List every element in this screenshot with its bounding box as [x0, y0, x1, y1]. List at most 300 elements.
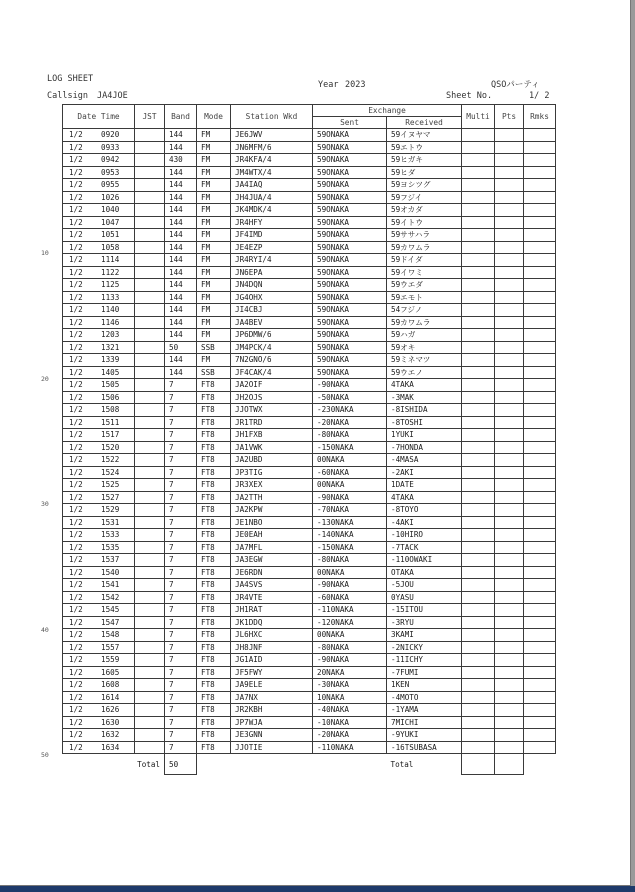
table-row [63, 616, 556, 629]
table-row [63, 579, 556, 592]
cell-band: 7 [165, 541, 197, 554]
cell-jst [135, 566, 165, 579]
cell-pts [495, 429, 524, 442]
table-row [63, 391, 556, 404]
row-date: 1/2 [69, 255, 83, 265]
cell-jst [135, 541, 165, 554]
cell-pts [495, 354, 524, 367]
cell-band: 144 [165, 366, 197, 379]
cell-pts [495, 691, 524, 704]
table-row [63, 466, 556, 479]
cell-multi [462, 566, 495, 579]
total-label: Total [137, 759, 160, 769]
cell-jst [135, 254, 165, 267]
cell-station: JJOTWX [231, 404, 313, 417]
cell-rmks [524, 241, 556, 254]
cell-sent: -230NAKA [313, 404, 387, 417]
cell-rmks [524, 716, 556, 729]
row-time: 1026 [101, 192, 120, 202]
table-row [63, 304, 556, 317]
cell-mode: FM [197, 279, 231, 292]
cell-jst [135, 591, 165, 604]
cell-band: 7 [165, 629, 197, 642]
cell-station: JH8JNF [231, 641, 313, 654]
cell-jst [135, 291, 165, 304]
cell-date-time [63, 691, 135, 704]
cell-multi [462, 154, 495, 167]
callsign-label: Callsign [47, 91, 88, 101]
cell-band: 144 [165, 166, 197, 179]
row-time: 1040 [101, 205, 120, 215]
cell-station: JR2KBH [231, 704, 313, 717]
cell-mode: FT8 [197, 591, 231, 604]
cell-sent: 00NAKA [313, 566, 387, 579]
cell-mode: FT8 [197, 541, 231, 554]
cell-multi [462, 316, 495, 329]
cell-band: 7 [165, 554, 197, 567]
cell-station: JR4KFA/4 [231, 154, 313, 167]
cell-mode: FM [197, 291, 231, 304]
cell-jst [135, 504, 165, 517]
cell-date-time [63, 191, 135, 204]
table-row [63, 416, 556, 429]
cell-mode: FM [197, 266, 231, 279]
row-date: 1/2 [69, 342, 83, 352]
cell-station: JH4JUA/4 [231, 191, 313, 204]
row-time: 1608 [101, 680, 120, 690]
sheet-no-value: 1/ 2 [529, 91, 550, 101]
year-label: Year [318, 80, 339, 90]
row-time: 1525 [101, 480, 120, 490]
cell-rmks [524, 404, 556, 417]
cell-rmks [524, 629, 556, 642]
cell-station: JP7WJA [231, 716, 313, 729]
cell-station: JA2TTH [231, 491, 313, 504]
table-row [63, 604, 556, 617]
table-row [63, 279, 556, 292]
row-date: 1/2 [69, 155, 83, 165]
cell-received: OTAKA [387, 566, 462, 579]
cell-band: 7 [165, 516, 197, 529]
cell-jst [135, 379, 165, 392]
cell-station: JR4HFY [231, 216, 313, 229]
cell-jst [135, 716, 165, 729]
cell-pts [495, 541, 524, 554]
cell-rmks [524, 129, 556, 142]
row-date: 1/2 [69, 480, 83, 490]
cell-jst [135, 354, 165, 367]
cell-station: JA9ELE [231, 679, 313, 692]
row-date: 1/2 [69, 655, 83, 665]
cell-mode: FT8 [197, 679, 231, 692]
cell-jst [135, 479, 165, 492]
cell-jst [135, 654, 165, 667]
cell-mode: FT8 [197, 466, 231, 479]
col-multi: Multi [462, 105, 495, 129]
cell-date-time [63, 391, 135, 404]
col-pts: Pts [495, 105, 524, 129]
cell-mode: FM [197, 129, 231, 142]
cell-mode: FT8 [197, 729, 231, 742]
cell-rmks [524, 554, 556, 567]
cell-rmks [524, 704, 556, 717]
cell-pts [495, 216, 524, 229]
row-time: 1559 [101, 655, 120, 665]
cell-received: -7HONDA [387, 441, 462, 454]
table-row [63, 429, 556, 442]
cell-band: 7 [165, 404, 197, 417]
row-time: 1114 [101, 255, 120, 265]
cell-date-time [63, 354, 135, 367]
row-time: 1537 [101, 555, 120, 565]
row-time: 1548 [101, 630, 120, 640]
cell-pts [495, 529, 524, 542]
cell-received: -15ITOU [387, 604, 462, 617]
cell-jst [135, 516, 165, 529]
cell-jst [135, 279, 165, 292]
cell-rmks [524, 504, 556, 517]
cell-sent: -40NAKA [313, 704, 387, 717]
cell-mode: FM [197, 166, 231, 179]
cell-station: JA4SVS [231, 579, 313, 592]
cell-date-time [63, 516, 135, 529]
cell-multi [462, 291, 495, 304]
cell-sent: 59ONAKA [313, 291, 387, 304]
cell-mode: FT8 [197, 454, 231, 467]
cell-pts [495, 504, 524, 517]
row-date: 1/2 [69, 392, 83, 402]
cell-pts [495, 341, 524, 354]
cell-jst [135, 204, 165, 217]
cell-date-time [63, 304, 135, 317]
cell-date-time [63, 429, 135, 442]
cell-sent: 59ONAKA [313, 316, 387, 329]
cell-pts [495, 616, 524, 629]
cell-rmks [524, 691, 556, 704]
cell-received: 59エモト [387, 291, 462, 304]
cell-sent: 59ONAKA [313, 154, 387, 167]
cell-mode: FT8 [197, 629, 231, 642]
cell-date-time [63, 129, 135, 142]
cell-band: 144 [165, 229, 197, 242]
cell-band: 144 [165, 141, 197, 154]
cell-mode: FT8 [197, 691, 231, 704]
row-date: 1/2 [69, 455, 83, 465]
cell-band: 144 [165, 316, 197, 329]
table-row [63, 254, 556, 267]
cell-multi [462, 391, 495, 404]
cell-band: 144 [165, 216, 197, 229]
cell-rmks [524, 491, 556, 504]
cell-received: -2AKI [387, 466, 462, 479]
row-marker: 40 [41, 626, 49, 634]
row-date: 1/2 [69, 580, 83, 590]
cell-date-time [63, 329, 135, 342]
row-time: 1527 [101, 492, 120, 502]
cell-multi [462, 504, 495, 517]
cell-multi [462, 254, 495, 267]
table-row [63, 704, 556, 717]
cell-rmks [524, 466, 556, 479]
cell-pts [495, 454, 524, 467]
table-row [63, 491, 556, 504]
cell-band: 144 [165, 179, 197, 192]
cell-sent: 59ONAKA [313, 179, 387, 192]
cell-multi [462, 666, 495, 679]
row-time: 0942 [101, 155, 120, 165]
col-date-time: Date Time [63, 105, 135, 129]
cell-station: JN4DQN [231, 279, 313, 292]
row-time: 1520 [101, 442, 120, 452]
row-time: 1505 [101, 380, 120, 390]
cell-multi [462, 716, 495, 729]
cell-sent: -90NAKA [313, 379, 387, 392]
cell-mode: FM [197, 179, 231, 192]
row-date: 1/2 [69, 355, 83, 365]
cell-jst [135, 704, 165, 717]
cell-rmks [524, 741, 556, 754]
cell-multi [462, 429, 495, 442]
cell-multi [462, 129, 495, 142]
cell-multi [462, 404, 495, 417]
table-row [63, 379, 556, 392]
cell-pts [495, 191, 524, 204]
cell-pts [495, 516, 524, 529]
cell-band: 7 [165, 429, 197, 442]
cell-pts [495, 266, 524, 279]
cell-sent: 59ONAKA [313, 129, 387, 142]
row-time: 1545 [101, 605, 120, 615]
cell-received: -1YAMA [387, 704, 462, 717]
cell-pts [495, 366, 524, 379]
cell-mode: FM [197, 316, 231, 329]
cell-band: 7 [165, 416, 197, 429]
cell-band: 144 [165, 354, 197, 367]
cell-rmks [524, 291, 556, 304]
row-date: 1/2 [69, 142, 83, 152]
cell-multi [462, 141, 495, 154]
cell-mode: FT8 [197, 654, 231, 667]
table-row [63, 141, 556, 154]
row-date: 1/2 [69, 192, 83, 202]
cell-pts [495, 641, 524, 654]
cell-band: 50 [165, 341, 197, 354]
row-marker: 20 [41, 375, 49, 383]
row-time: 1605 [101, 667, 120, 677]
cell-multi [462, 491, 495, 504]
cell-station: JE4EZP [231, 241, 313, 254]
cell-jst [135, 529, 165, 542]
table-row [63, 191, 556, 204]
cell-band: 7 [165, 704, 197, 717]
cell-mode: FT8 [197, 604, 231, 617]
cell-received: 59イヌヤマ [387, 129, 462, 142]
cell-date-time [63, 254, 135, 267]
row-time: 1614 [101, 692, 120, 702]
row-date: 1/2 [69, 330, 83, 340]
cell-received: 1KEN [387, 679, 462, 692]
cell-date-time [63, 679, 135, 692]
cell-mode: FM [197, 254, 231, 267]
row-date: 1/2 [69, 605, 83, 615]
row-date: 1/2 [69, 530, 83, 540]
cell-multi [462, 279, 495, 292]
cell-mode: FT8 [197, 479, 231, 492]
cell-sent: 59ONAKA [313, 241, 387, 254]
cell-multi [462, 529, 495, 542]
cell-band: 144 [165, 266, 197, 279]
cell-jst [135, 741, 165, 754]
cell-jst [135, 629, 165, 642]
cell-pts [495, 316, 524, 329]
cell-rmks [524, 341, 556, 354]
cell-station: JM4PCK/4 [231, 341, 313, 354]
cell-station: JH1FXB [231, 429, 313, 442]
cell-band: 7 [165, 504, 197, 517]
cell-band: 7 [165, 604, 197, 617]
cell-band: 144 [165, 279, 197, 292]
cell-station: JR3XEX [231, 479, 313, 492]
cell-multi [462, 654, 495, 667]
row-date: 1/2 [69, 630, 83, 640]
cell-rmks [524, 391, 556, 404]
cell-date-time [63, 654, 135, 667]
cell-received: -2NICKY [387, 641, 462, 654]
cell-date-time [63, 154, 135, 167]
cell-sent: 20NAKA [313, 666, 387, 679]
row-date: 1/2 [69, 705, 83, 715]
cell-date-time [63, 241, 135, 254]
cell-received: -3MAK [387, 391, 462, 404]
cell-station: JG4OHX [231, 291, 313, 304]
table-row [63, 691, 556, 704]
row-time: 1506 [101, 392, 120, 402]
row-date: 1/2 [69, 405, 83, 415]
table-row [63, 216, 556, 229]
cell-band: 7 [165, 391, 197, 404]
cell-rmks [524, 279, 556, 292]
cell-sent: 59ONAKA [313, 229, 387, 242]
cell-mode: FT8 [197, 416, 231, 429]
cell-sent: 59ONAKA [313, 216, 387, 229]
row-time: 1557 [101, 642, 120, 652]
cell-received: -3RYU [387, 616, 462, 629]
cell-date-time [63, 316, 135, 329]
cell-jst [135, 679, 165, 692]
row-time: 0920 [101, 130, 120, 140]
cell-multi [462, 616, 495, 629]
cell-station: JE3GNN [231, 729, 313, 742]
cell-mode: FT8 [197, 516, 231, 529]
cell-received: 1DATE [387, 479, 462, 492]
cell-pts [495, 566, 524, 579]
cell-received: 3KAMI [387, 629, 462, 642]
table-row [63, 166, 556, 179]
cell-station: JA2KPW [231, 504, 313, 517]
cell-band: 7 [165, 466, 197, 479]
total-label-2: Total [390, 759, 414, 769]
cell-date-time [63, 179, 135, 192]
cell-station: JL6HXC [231, 629, 313, 642]
cell-date-time [63, 716, 135, 729]
cell-date-time [63, 529, 135, 542]
cell-pts [495, 241, 524, 254]
cell-mode: FM [197, 216, 231, 229]
cell-rmks [524, 516, 556, 529]
cell-sent: -150NAKA [313, 541, 387, 554]
row-date: 1/2 [69, 280, 83, 290]
cell-multi [462, 441, 495, 454]
cell-pts [495, 379, 524, 392]
cell-received: -8TOYO [387, 504, 462, 517]
row-marker: 50 [41, 751, 49, 759]
cell-station: JE6RDN [231, 566, 313, 579]
cell-received: -4MOTO [387, 691, 462, 704]
cell-station: JE0EAH [231, 529, 313, 542]
cell-station: JH1RAT [231, 604, 313, 617]
cell-multi [462, 366, 495, 379]
cell-sent: -20NAKA [313, 416, 387, 429]
cell-multi [462, 304, 495, 317]
row-date: 1/2 [69, 180, 83, 190]
cell-jst [135, 604, 165, 617]
row-time: 1125 [101, 280, 120, 290]
total-count: 50 [165, 754, 197, 775]
col-mode: Mode [197, 105, 231, 129]
cell-station: 7N2GNO/6 [231, 354, 313, 367]
row-date: 1/2 [69, 205, 83, 215]
cell-date-time [63, 491, 135, 504]
cell-multi [462, 591, 495, 604]
table-row [63, 441, 556, 454]
row-date: 1/2 [69, 167, 83, 177]
cell-multi [462, 179, 495, 192]
cell-band: 7 [165, 591, 197, 604]
cell-mode: FT8 [197, 741, 231, 754]
cell-jst [135, 266, 165, 279]
cell-jst [135, 416, 165, 429]
table-row [63, 666, 556, 679]
row-marker: 30 [41, 500, 49, 508]
table-row [63, 454, 556, 467]
cell-sent: 59ONAKA [313, 341, 387, 354]
cell-rmks [524, 154, 556, 167]
cell-jst [135, 666, 165, 679]
cell-mode: FM [197, 191, 231, 204]
row-time: 1522 [101, 455, 120, 465]
cell-multi [462, 479, 495, 492]
cell-pts [495, 579, 524, 592]
row-date: 1/2 [69, 292, 83, 302]
table-row [63, 729, 556, 742]
row-date: 1/2 [69, 517, 83, 527]
cell-multi [462, 541, 495, 554]
cell-jst [135, 129, 165, 142]
row-marker: 10 [41, 249, 49, 257]
table-row [63, 241, 556, 254]
cell-jst [135, 391, 165, 404]
cell-sent: 59ONAKA [313, 279, 387, 292]
cell-rmks [524, 529, 556, 542]
cell-rmks [524, 316, 556, 329]
cell-rmks [524, 666, 556, 679]
cell-mode: FT8 [197, 504, 231, 517]
table-row [63, 329, 556, 342]
row-date: 1/2 [69, 717, 83, 727]
table-row [63, 654, 556, 667]
row-time: 1405 [101, 367, 120, 377]
cell-date-time [63, 741, 135, 754]
